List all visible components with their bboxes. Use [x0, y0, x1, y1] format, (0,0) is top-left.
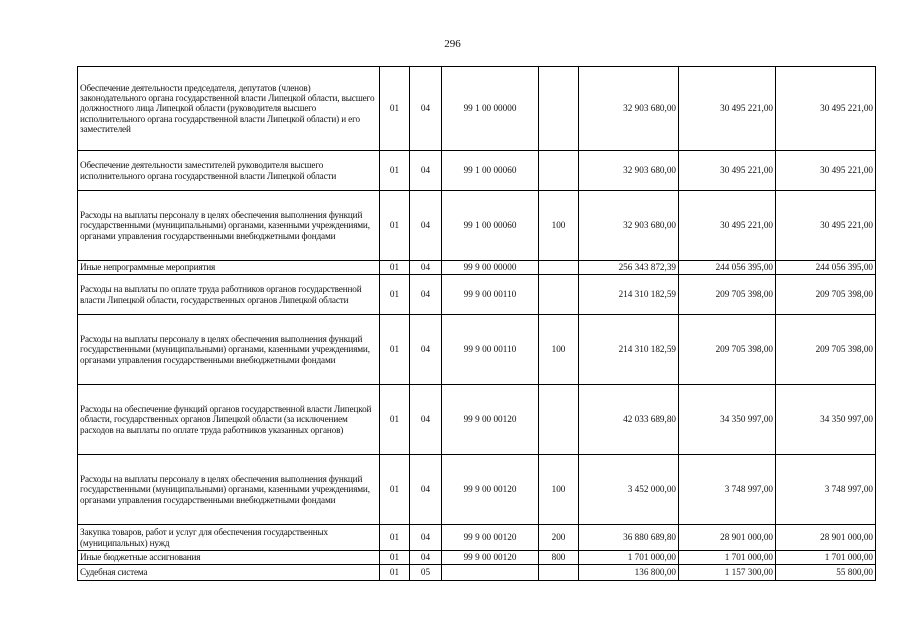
amount-3-cell: 34 350 997,00 [776, 385, 876, 455]
section-code-cell: 01 [380, 385, 410, 455]
table-row [78, 275, 876, 315]
subsection-code-cell: 05 [410, 565, 442, 581]
table-row [78, 191, 876, 261]
amount-1-cell: 32 903 680,00 [579, 191, 679, 261]
amount-3-cell: 28 901 000,00 [776, 525, 876, 551]
amount-1-cell: 3 452 000,00 [579, 455, 679, 525]
amount-3-cell: 3 748 997,00 [776, 455, 876, 525]
row-name-cell: Расходы на выплаты персоналу в целях обеспечения выполнения функций государственными (муниципальными) органами, казенными учреждениями, органами управления государственными внебюджетными фондами [78, 315, 380, 385]
row-name-cell: Судебная система [78, 565, 380, 581]
amount-3-cell: 209 705 398,00 [776, 275, 876, 315]
amount-1-cell: 42 033 689,80 [579, 385, 679, 455]
amount-3-cell: 30 495 221,00 [776, 151, 876, 191]
subsection-code-cell: 04 [410, 385, 442, 455]
amount-1-cell: 36 880 689,80 [579, 525, 679, 551]
row-name-cell: Закупка товаров, работ и услуг для обеспечения государственных (муниципальных) нужд [78, 525, 380, 551]
amount-3-cell: 30 495 221,00 [776, 67, 876, 151]
subsection-code-cell: 04 [410, 551, 442, 565]
target-article-cell: 99 1 00 00000 [442, 67, 539, 151]
amount-2-cell: 30 495 221,00 [679, 67, 776, 151]
expense-type-cell [539, 261, 579, 275]
table-row [78, 565, 876, 581]
row-name-cell: Обеспечение деятельности председателя, депутатов (членов) законодательного органа государственной власти Липецкой области, высшего должностного лица Липецкой области (руководителя высшего исполнительного органа государственной власти Липецкой области) и его заместителей [78, 67, 380, 151]
amount-2-cell: 1 701 000,00 [679, 551, 776, 565]
expense-type-cell [539, 385, 579, 455]
amount-2-cell: 244 056 395,00 [679, 261, 776, 275]
table-row [78, 261, 876, 275]
subsection-code-cell: 04 [410, 191, 442, 261]
amount-3-cell: 244 056 395,00 [776, 261, 876, 275]
row-name-cell: Иные непрограммные мероприятия [78, 261, 380, 275]
section-code-cell: 01 [380, 151, 410, 191]
table-row [78, 315, 876, 385]
table-row [78, 385, 876, 455]
row-name-cell: Расходы на обеспечение функций органов государственной власти Липецкой области, государственных органов Липецкой области (за исключением расходов на выплаты по оплате труда работников указанных органов) [78, 385, 380, 455]
expense-type-cell [539, 67, 579, 151]
amount-1-cell: 256 343 872,39 [579, 261, 679, 275]
row-name-cell: Расходы на выплаты персоналу в целях обеспечения выполнения функций государственными (муниципальными) органами, казенными учреждениями, органами управления государственными внебюджетными фондами [78, 455, 380, 525]
amount-2-cell: 28 901 000,00 [679, 525, 776, 551]
subsection-code-cell: 04 [410, 151, 442, 191]
subsection-code-cell: 04 [410, 67, 442, 151]
expense-type-cell [539, 151, 579, 191]
table-row [78, 551, 876, 565]
row-name-cell: Иные бюджетные ассигнования [78, 551, 380, 565]
amount-3-cell: 1 701 000,00 [776, 551, 876, 565]
subsection-code-cell: 04 [410, 315, 442, 385]
table-row [78, 151, 876, 191]
amount-1-cell: 136 800,00 [579, 565, 679, 581]
subsection-code-cell: 04 [410, 275, 442, 315]
expense-type-cell: 100 [539, 191, 579, 261]
table-row [78, 455, 876, 525]
amount-3-cell: 55 800,00 [776, 565, 876, 581]
amount-2-cell: 30 495 221,00 [679, 191, 776, 261]
expense-type-cell [539, 565, 579, 581]
section-code-cell: 01 [380, 67, 410, 151]
section-code-cell: 01 [380, 565, 410, 581]
target-article-cell: 99 9 00 00110 [442, 315, 539, 385]
amount-1-cell: 32 903 680,00 [579, 67, 679, 151]
section-code-cell: 01 [380, 551, 410, 565]
section-code-cell: 01 [380, 455, 410, 525]
expense-type-cell: 100 [539, 315, 579, 385]
amount-1-cell: 32 903 680,00 [579, 151, 679, 191]
amount-3-cell: 209 705 398,00 [776, 315, 876, 385]
section-code-cell: 01 [380, 191, 410, 261]
expense-type-cell: 100 [539, 455, 579, 525]
expense-type-cell [539, 275, 579, 315]
section-code-cell: 01 [380, 275, 410, 315]
table-row [78, 525, 876, 551]
subsection-code-cell: 04 [410, 525, 442, 551]
amount-3-cell: 30 495 221,00 [776, 191, 876, 261]
subsection-code-cell: 04 [410, 261, 442, 275]
amount-2-cell: 3 748 997,00 [679, 455, 776, 525]
amount-1-cell: 214 310 182,59 [579, 275, 679, 315]
target-article-cell: 99 9 00 00120 [442, 551, 539, 565]
target-article-cell: 99 1 00 00060 [442, 191, 539, 261]
amount-1-cell: 1 701 000,00 [579, 551, 679, 565]
target-article-cell: 99 9 00 00110 [442, 275, 539, 315]
target-article-cell: 99 1 00 00060 [442, 151, 539, 191]
target-article-cell: 99 9 00 00120 [442, 385, 539, 455]
row-name-cell: Расходы на выплаты персоналу в целях обеспечения выполнения функций государственными (муниципальными) органами, казенными учреждениями, органами управления государственными внебюджетными фондами [78, 191, 380, 261]
target-article-cell [442, 565, 539, 581]
subsection-code-cell: 04 [410, 455, 442, 525]
amount-2-cell: 34 350 997,00 [679, 385, 776, 455]
section-code-cell: 01 [380, 525, 410, 551]
target-article-cell: 99 9 00 00000 [442, 261, 539, 275]
amount-2-cell: 30 495 221,00 [679, 151, 776, 191]
expense-type-cell: 800 [539, 551, 579, 565]
row-name-cell: Расходы на выплаты по оплате труда работников органов государственной власти Липецкой области, государственных органов Липецкой области [78, 275, 380, 315]
row-name-cell: Обеспечение деятельности заместителей руководителя высшего исполнительного органа государственной власти Липецкой области [78, 151, 380, 191]
section-code-cell: 01 [380, 261, 410, 275]
target-article-cell: 99 9 00 00120 [442, 455, 539, 525]
table-row [78, 67, 876, 151]
amount-1-cell: 214 310 182,59 [579, 315, 679, 385]
amount-2-cell: 209 705 398,00 [679, 275, 776, 315]
target-article-cell: 99 9 00 00120 [442, 525, 539, 551]
expense-type-cell: 200 [539, 525, 579, 551]
page-number: 296 [444, 38, 461, 50]
section-code-cell: 01 [380, 315, 410, 385]
amount-2-cell: 209 705 398,00 [679, 315, 776, 385]
amount-2-cell: 1 157 300,00 [679, 565, 776, 581]
budget-table [77, 66, 876, 581]
table-body [78, 67, 876, 581]
